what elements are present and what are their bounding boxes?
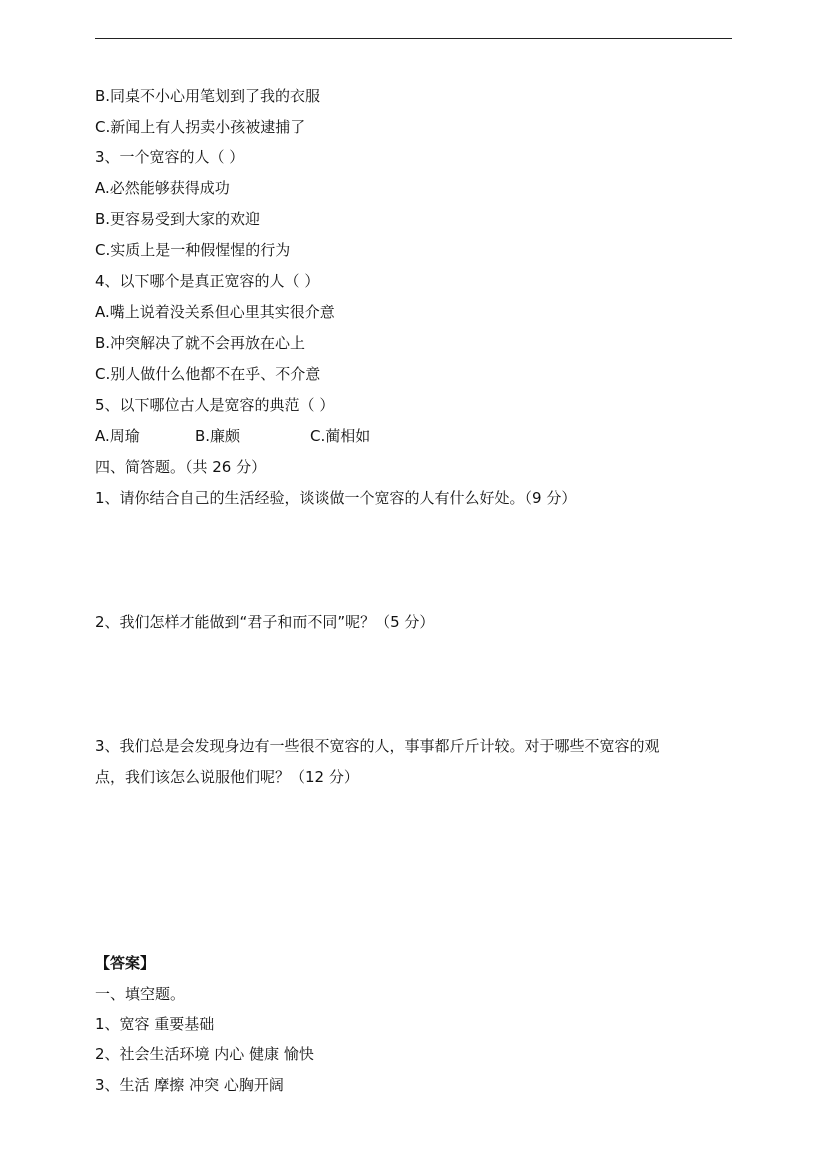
q2-option-b: B.同桌不小心用笔划到了我的衣服 — [95, 87, 321, 105]
section4-q1: 1、请你结合自己的生活经验，谈谈做一个宽容的人有什么好处。（9 分） — [95, 489, 577, 507]
answer-3: 3、生活 摩擦 冲突 心胸开阔 — [95, 1076, 284, 1094]
q3-option-c: C.实质上是一种假惺惺的行为 — [95, 241, 291, 259]
section4-q2: 2、我们怎样才能做到“君子和而不同”呢？（5 分） — [95, 613, 435, 631]
header-rule — [95, 38, 732, 39]
q5-option-b: B.廉颇 — [195, 427, 241, 445]
section4-q3-line1: 3、我们总是会发现身边有一些很不宽容的人，事事都斤斤计较。对于哪些不宽容的观 — [95, 737, 660, 755]
q4-option-b: B.冲突解决了就不会再放在心上 — [95, 334, 306, 352]
answers-section1: 一、填空题。 — [95, 985, 186, 1003]
section4-title: 四、简答题。（共 26 分） — [95, 458, 267, 476]
answer-2: 2、社会生活环境 内心 健康 愉快 — [95, 1045, 314, 1063]
section4-q3-line2: 点，我们该怎么说服他们呢？（12 分） — [95, 768, 359, 786]
q3-option-a: A.必然能够获得成功 — [95, 179, 230, 197]
q5-stem: 5、以下哪位古人是宽容的典范（ ） — [95, 396, 335, 414]
q3-option-b: B.更容易受到大家的欢迎 — [95, 210, 261, 228]
q4-option-c: C.别人做什么他都不在乎、不介意 — [95, 365, 321, 383]
answers-heading: 【答案】 — [95, 954, 156, 972]
q5-option-a: A.周瑜 — [95, 427, 140, 445]
q4-stem: 4、以下哪个是真正宽容的人（ ） — [95, 272, 320, 290]
q5-options — [95, 426, 370, 446]
q4-option-a: A.嘴上说着没关系但心里其实很介意 — [95, 303, 335, 321]
q3-stem: 3、一个宽容的人（ ） — [95, 148, 245, 166]
q2-option-c: C.新闻上有人拐卖小孩被逮捕了 — [95, 118, 306, 136]
answer-1: 1、宽容 重要基础 — [95, 1015, 215, 1033]
q5-option-c: C.蔺相如 — [310, 427, 371, 445]
